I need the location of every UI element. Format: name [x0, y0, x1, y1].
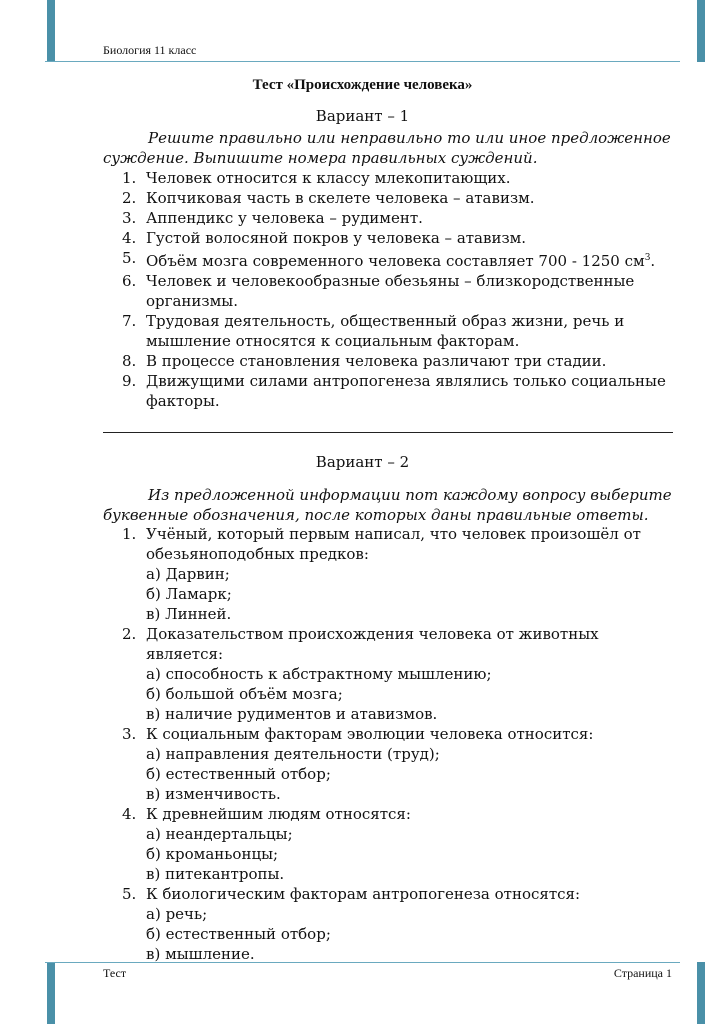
answer-option: в) питекантропы. — [146, 865, 285, 883]
answer-option: б) естественный отбор; — [146, 765, 331, 783]
answer-option: а) направления деятельности (труд); — [146, 745, 440, 763]
answer-option: в) Линней. — [146, 605, 232, 623]
list-item: 1. Человек относится к классу млекопитающих. — [122, 169, 511, 187]
list-item: 7. Трудовая деятельность, общественный образ жизни, речь и мышление относятся к социальным факторам. — [122, 312, 625, 350]
footer-left-text: Тест — [103, 966, 127, 980]
bottom-right-bar — [697, 962, 705, 1024]
variant2-instruction: Из предложенной информации пот каждому вопросу выберите буквенные обозначения, после которых даны правильные ответы. — [103, 486, 672, 524]
answer-option: в) наличие рудиментов и атавизмов. — [146, 705, 438, 723]
answer-option: а) неандертальцы; — [146, 825, 293, 843]
list-item: 6. Человек и человекообразные обезьяны – близкородственные организмы. — [122, 272, 635, 310]
variant2-list — [103, 524, 673, 964]
list-item: 3. Аппендикс у человека – рудимент. — [122, 209, 423, 227]
list-item: 2. Копчиковая часть в скелете человека – атавизм. — [122, 189, 535, 207]
question-item: 3. К социальным факторам эволюции человека относится: а) направления деятельности (труд); б) естественный отбор; в) изменчивость. — [103, 724, 673, 804]
top-right-bar — [697, 0, 705, 62]
answer-option: а) речь; — [146, 905, 208, 923]
header-subject: Биология 11 класс — [103, 43, 197, 57]
bottom-left-bar — [47, 962, 55, 1024]
question-item: 5. К биологическим факторам антропогенеза относятся: а) речь; б) естественный отбор; в) мышление. — [103, 884, 673, 964]
page-title: Тест «Происхождение человека» — [252, 77, 473, 93]
variant1-list — [103, 168, 673, 411]
variant2-title: Вариант – 2 — [315, 453, 410, 471]
answer-option: в) изменчивость. — [146, 785, 281, 803]
section-separator — [103, 432, 673, 433]
list-item: 4. Густой волосяной покров у человека – атавизм. — [122, 229, 527, 247]
question-item: 2. Доказательством происхождения человека от животных является: а) способность к абстрактному мышлению; б) большой объём мозга; в) наличие рудиментов и атавизмов. — [103, 624, 673, 724]
answer-option: в) мышление. — [146, 945, 255, 963]
question-item: 1. Учёный, который первым написал, что человек произошёл от обезьяноподобных предков: а) Дарвин; б) Ламарк; в) Линней. — [103, 524, 673, 624]
top-left-bar — [47, 0, 55, 62]
header-line — [45, 61, 680, 62]
list-item: 8. В процессе становления человека различают три стадии. — [122, 352, 607, 370]
answer-option: б) естественный отбор; — [146, 925, 331, 943]
list-item: 9. Движущими силами антропогенеза являлись только социальные факторы. — [122, 372, 666, 410]
answer-option: б) кроманьонцы; — [146, 845, 279, 863]
question-item: 4. К древнейшим людям относятся: а) неандертальцы; б) кроманьонцы; в) питекантропы. — [103, 804, 673, 884]
list-item: 5. Объём мозга современного человека составляет 700 - 1250 $см^3$. — [122, 249, 656, 270]
answer-option: б) Ламарк; — [146, 585, 232, 603]
answer-option: а) Дарвин; — [146, 565, 230, 583]
answer-option: б) большой объём мозга; — [146, 685, 343, 703]
variant1-title: Вариант – 1 — [315, 107, 410, 125]
variant1-instruction: Решите правильно или неправильно то или иное предложенное суждение. Выпишите номера правильных суждений. — [103, 129, 671, 167]
answer-option: а) способность к абстрактному мышлению; — [146, 665, 492, 683]
page-number: Страница 1 — [613, 966, 672, 980]
